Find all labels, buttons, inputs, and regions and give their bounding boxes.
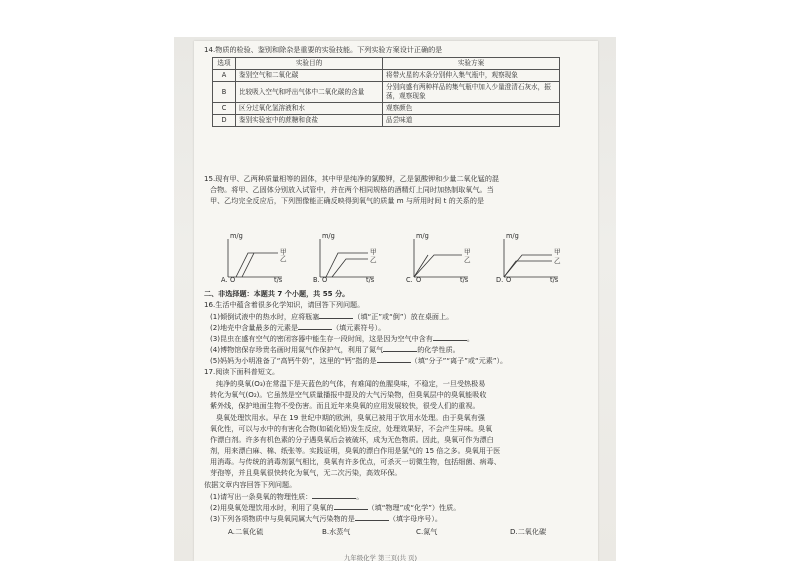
- table-cell: 鉴别空气和二氧化碳: [236, 70, 383, 82]
- q17-choice[interactable]: B.水蒸气: [322, 527, 351, 536]
- q16-item-2: [210, 322, 385, 333]
- q17-item-text: (2)用臭氧处理饮用水时，利用了臭氧的: [210, 503, 334, 512]
- answer-blank[interactable]: [298, 322, 332, 330]
- table-row: [213, 82, 560, 103]
- origin-label: O: [230, 276, 236, 284]
- series-yi-label: 乙: [370, 256, 377, 264]
- table-row: [213, 103, 560, 115]
- table-row: [213, 115, 560, 127]
- q17-paragraph-line: 用消毒。与传统的消毒剂氯气相比，臭氧有许多优点，可杀灭一切微生物，包括细菌、病毒、: [210, 457, 501, 466]
- q16-item-text: 。: [466, 334, 474, 343]
- series-jia-label: 甲: [370, 248, 377, 256]
- x-axis-label: t/s: [274, 276, 283, 284]
- table-cell: 区分过氧化氢溶液和水: [236, 103, 383, 115]
- table-cell: 比较吸入空气和呼出气体中二氧化碳的含量: [236, 82, 383, 103]
- answer-blank[interactable]: [383, 344, 417, 352]
- q17-item-2: [210, 502, 460, 513]
- q16-item-text: (2)地壳中含量最多的元素是: [210, 323, 299, 332]
- table-cell: D: [213, 115, 236, 127]
- table-header: 实验目的: [236, 58, 383, 70]
- q16-item-text: 的化学性质。: [417, 345, 460, 354]
- exam-page: [194, 41, 598, 561]
- q15-line3: 甲、乙均完全反应后，下列图像能正确反映得到氧气的质量 m 与所用时间 t 的关系的是: [210, 196, 485, 205]
- q17-paragraph-line: 纯净的臭氧(O₃)在常温下是天蓝色的气体，有难闻的鱼腥臭味，不稳定，一旦受热极易: [216, 379, 486, 388]
- x-axis-label: t/s: [550, 276, 559, 284]
- origin-label: O: [416, 276, 422, 284]
- option-letter: C.: [406, 276, 413, 284]
- q16-item-text: （填元素符号）。: [332, 323, 386, 332]
- table-cell: 鉴别实验室中的蔗糖和食盐: [236, 115, 383, 127]
- q16-item-text: (1)倾倒试液中的热水时，应将瓶塞: [210, 312, 320, 321]
- q16-item-3: [210, 333, 474, 344]
- q17-item-text: （填字母序号）。: [388, 514, 443, 523]
- table-cell: 品尝味道: [383, 115, 560, 127]
- origin-label: O: [506, 276, 512, 284]
- q16-item-text: （填“正”或“倒”）放在桌面上。: [353, 312, 454, 321]
- q16-item-text: (3)昆虫在盛有空气的密闭容器中能生存一段时间，这是因为空气中含有: [210, 334, 433, 343]
- y-axis-label: m/g: [230, 232, 243, 240]
- table-cell: 将带火星的木条分别伸入集气瓶中，观察现象: [383, 70, 560, 82]
- q17-paragraph-line: 氧化性，可以与水中的有害化合物(如硫化铅)发生反应，处理效果好，不会产生异味。臭氧: [210, 424, 493, 433]
- q17-paragraph-line: 转化为氧气(O₂)。它虽然是空气质量播报中提及的大气污染物，但臭氧层中的臭氧能吸收: [210, 390, 487, 399]
- answer-blank[interactable]: [312, 491, 356, 499]
- q16-item-1: [210, 311, 453, 322]
- q15-graph-options: [218, 233, 568, 285]
- series-yi-label: 乙: [280, 255, 287, 263]
- answer-blank[interactable]: [334, 502, 368, 510]
- answer-blank[interactable]: [433, 333, 467, 341]
- table-cell: C: [213, 103, 236, 115]
- q15-line2: 合物。将甲、乙固体分别放入试管中，并在两个相同规格的酒精灯上同时加热制取氧气。当: [210, 185, 494, 194]
- table-cell: B: [213, 82, 236, 103]
- answer-blank[interactable]: [377, 355, 411, 363]
- graph-option-c[interactable]: [404, 233, 484, 285]
- table-cell: A: [213, 70, 236, 82]
- series-jia-label: 甲: [464, 248, 471, 256]
- q17-paragraph-line: 剂，用来漂白麻、棉、纸张等。实践证明，臭氧的漂白作用是氯气的 15 倍之多。臭氧用于医: [210, 446, 501, 455]
- answer-blank[interactable]: [319, 311, 353, 319]
- table-header: 选项: [213, 58, 236, 70]
- y-axis-label: m/g: [416, 232, 429, 240]
- series-yi-label: 乙: [464, 256, 471, 264]
- q17-paragraph-line: 臭氧处理饮用水。早在 19 世纪中期的欧洲，臭氧已被用于饮用水处理。由于臭氧有强: [216, 413, 485, 422]
- q17-paragraph-line: 作漂白剂。许多有机色素的分子遇臭氧后会被破坏，成为无色物质。因此，臭氧可作为漂白: [210, 435, 494, 444]
- page-footer: 九年级化学 第三页(共 页): [344, 554, 417, 561]
- q16-stem: 16.生活中蕴含着很多化学知识，请回答下列问题。: [204, 300, 365, 309]
- series-jia-label: 甲: [280, 248, 287, 256]
- graph-option-a[interactable]: [218, 233, 298, 285]
- q17-item-3: [210, 513, 442, 524]
- table-row: [213, 70, 560, 82]
- q17-item-1: [210, 491, 363, 502]
- q17-paragraph-line: 芽孢等，并且臭氧很快转化为氧气，无二次污染，高效环保。: [210, 468, 402, 477]
- answer-blank[interactable]: [355, 513, 389, 521]
- q14-table: [212, 57, 560, 127]
- section-title: 二、非选择题：本题共 7 个小题，共 55 分。: [204, 289, 350, 298]
- y-axis-label: m/g: [322, 232, 335, 240]
- q17-choice[interactable]: C.氮气: [416, 527, 438, 536]
- q17-item-text: （填“物理”或“化学”）性质。: [367, 503, 461, 512]
- q16-item-text: （填“分子”“离子”或“元素”）。: [410, 356, 508, 365]
- q17-item-text: 。: [356, 492, 364, 501]
- q17-item-text: (1)请写出一条臭氧的物理性质：: [210, 492, 313, 501]
- option-letter: D.: [496, 276, 504, 284]
- photo-background: [174, 37, 616, 561]
- graph-option-d[interactable]: [494, 233, 574, 285]
- q16-item-5: [210, 355, 507, 366]
- q16-item-4: [210, 344, 460, 355]
- q15-line1: 15.现有甲、乙两种质量相等的固体，其中甲是纯净的氯酸钾，乙是氯酸钾和少量二氧化锰的混: [204, 174, 500, 183]
- table-header-row: [213, 58, 560, 70]
- table-cell: 分别向盛有两种样品的集气瓶中加入少量澄清石灰水，振荡，观察现象: [383, 82, 560, 103]
- y-axis-label: m/g: [506, 232, 519, 240]
- q17-choice[interactable]: A.二氧化硫: [228, 527, 264, 536]
- q17-choice[interactable]: D.二氧化碳: [510, 527, 547, 536]
- option-letter: B.: [313, 276, 320, 284]
- table-cell: 观察颜色: [383, 103, 560, 115]
- q17-ask: 依据文章内容回答下列问题。: [204, 480, 297, 489]
- series-jia-label: 甲: [554, 248, 561, 256]
- origin-label: O: [322, 276, 328, 284]
- q16-item-text: (4)博物馆保存珍贵名画时用氮气作保护气，利用了氮气: [210, 345, 384, 354]
- series-yi-label: 乙: [554, 257, 561, 265]
- q16-item-text: (5)妈妈为小明准备了“高钙牛奶”，这里的“钙”指的是: [210, 356, 377, 365]
- q14-stem: 14.物质的检验、鉴别和除杂是重要的实验技能。下列实验方案设计正确的是: [204, 45, 443, 54]
- q17-paragraph-line: 紫外线，保护地面生物不受伤害。而且近年来臭氧的应用发展较快，很受人们的重视。: [210, 401, 480, 410]
- q17-stem: 17.阅读下面科普短文。: [204, 367, 280, 376]
- table-header: 实验方案: [383, 58, 560, 70]
- x-axis-label: t/s: [366, 276, 375, 284]
- q17-item-text: (3)下列各项物质中与臭氧同属大气污染物的是: [210, 514, 355, 523]
- graph-option-b[interactable]: [310, 233, 390, 285]
- option-letter: A.: [221, 276, 228, 284]
- x-axis-label: t/s: [460, 276, 469, 284]
